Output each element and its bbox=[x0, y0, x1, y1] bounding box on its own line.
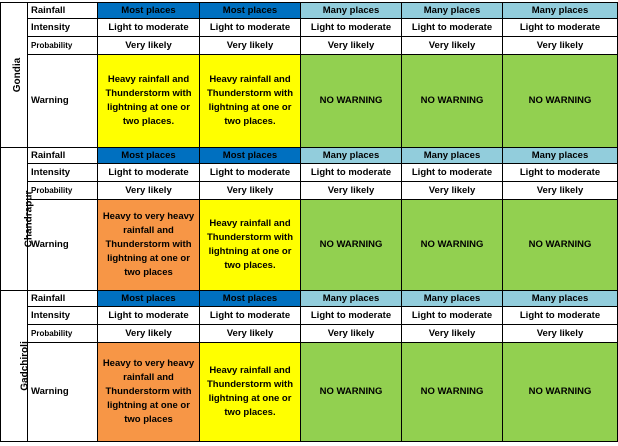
warning-cell: NO WARNING bbox=[301, 55, 402, 148]
rainfall-label: Rainfall bbox=[28, 291, 98, 307]
gondia-intensity-row bbox=[1, 19, 618, 37]
warning-cell: NO WARNING bbox=[301, 343, 402, 442]
warning-cell: NO WARNING bbox=[402, 55, 503, 148]
rainfall-cell: Many places bbox=[503, 3, 618, 19]
district-name: Chandrapur bbox=[23, 190, 35, 248]
intensity-label: Intensity bbox=[28, 19, 98, 37]
rainfall-cell: Many places bbox=[402, 3, 503, 19]
probability-cell: Very likely bbox=[200, 37, 301, 55]
warning-cell: NO WARNING bbox=[503, 200, 618, 291]
rainfall-cell: Many places bbox=[503, 291, 618, 307]
rainfall-cell: Many places bbox=[301, 3, 402, 19]
probability-label: Probability bbox=[28, 325, 98, 343]
intensity-cell: Light to moderate bbox=[200, 164, 301, 182]
gondia-warning-row bbox=[1, 55, 618, 148]
rainfall-cell: Many places bbox=[301, 148, 402, 164]
intensity-cell: Light to moderate bbox=[98, 19, 200, 37]
warning-label: Warning bbox=[28, 343, 98, 442]
warning-cell: Heavy to very heavy rainfall and Thunderstorm with lightning at one or two places bbox=[98, 200, 200, 291]
probability-cell: Very likely bbox=[98, 37, 200, 55]
rainfall-cell: Most places bbox=[98, 291, 200, 307]
probability-cell: Very likely bbox=[402, 325, 503, 343]
warning-cell: Heavy rainfall and Thunderstorm with lightning at one or two places. bbox=[98, 55, 200, 148]
gadchiroli-probability-row bbox=[1, 325, 618, 343]
gadchiroli-intensity-row bbox=[1, 307, 618, 325]
intensity-cell: Light to moderate bbox=[402, 307, 503, 325]
district-name-cell bbox=[1, 291, 31, 442]
warning-cell: NO WARNING bbox=[503, 343, 618, 442]
warning-cell: Heavy rainfall and Thunderstorm with lightning at one or two places. bbox=[200, 343, 301, 442]
rainfall-cell: Many places bbox=[503, 148, 618, 164]
intensity-label: Intensity bbox=[28, 307, 98, 325]
probability-cell: Very likely bbox=[200, 182, 301, 200]
probability-cell: Very likely bbox=[301, 37, 402, 55]
intensity-cell: Light to moderate bbox=[200, 19, 301, 37]
probability-cell: Very likely bbox=[503, 182, 618, 200]
probability-cell: Very likely bbox=[402, 37, 503, 55]
rainfall-cell: Many places bbox=[402, 148, 503, 164]
rainfall-cell: Most places bbox=[200, 148, 301, 164]
intensity-cell: Light to moderate bbox=[98, 164, 200, 182]
intensity-cell: Light to moderate bbox=[402, 164, 503, 182]
warning-label: Warning bbox=[28, 55, 98, 148]
probability-cell: Very likely bbox=[98, 325, 200, 343]
warning-label: Warning bbox=[28, 200, 98, 291]
intensity-cell: Light to moderate bbox=[503, 19, 618, 37]
chandrapur-probability-row bbox=[1, 182, 618, 200]
warning-cell: NO WARNING bbox=[402, 343, 503, 442]
probability-cell: Very likely bbox=[503, 325, 618, 343]
probability-label: Probability bbox=[28, 37, 98, 55]
probability-cell: Very likely bbox=[200, 325, 301, 343]
gadchiroli-warning-row bbox=[1, 343, 618, 442]
intensity-cell: Light to moderate bbox=[301, 307, 402, 325]
warning-cell: Heavy rainfall and Thunderstorm with lightning at one or two places. bbox=[200, 55, 301, 148]
rainfall-cell: Most places bbox=[200, 291, 301, 307]
rainfall-cell: Most places bbox=[98, 3, 200, 19]
probability-cell: Very likely bbox=[301, 325, 402, 343]
intensity-cell: Light to moderate bbox=[402, 19, 503, 37]
gondia-rainfall-row bbox=[1, 3, 618, 19]
rainfall-cell: Many places bbox=[402, 291, 503, 307]
district-name: Gondia bbox=[12, 57, 24, 93]
district-name-cell bbox=[1, 3, 28, 148]
district-name: Gadchiroli bbox=[19, 341, 31, 391]
warning-cell: Heavy rainfall and Thunderstorm with lightning at one or two places. bbox=[200, 200, 301, 291]
chandrapur-intensity-row bbox=[1, 164, 618, 182]
intensity-cell: Light to moderate bbox=[200, 307, 301, 325]
probability-cell: Very likely bbox=[98, 182, 200, 200]
district-forecast-table bbox=[0, 2, 618, 442]
gadchiroli-rainfall-row bbox=[1, 291, 618, 307]
rainfall-cell: Most places bbox=[98, 148, 200, 164]
chandrapur-warning-row bbox=[1, 200, 618, 291]
district-name-cell bbox=[1, 148, 35, 291]
intensity-cell: Light to moderate bbox=[503, 307, 618, 325]
gondia-probability-row bbox=[1, 37, 618, 55]
intensity-cell: Light to moderate bbox=[503, 164, 618, 182]
intensity-cell: Light to moderate bbox=[301, 164, 402, 182]
rainfall-cell: Many places bbox=[301, 291, 402, 307]
chandrapur-rainfall-row bbox=[1, 148, 618, 164]
probability-cell: Very likely bbox=[402, 182, 503, 200]
warning-cell: NO WARNING bbox=[503, 55, 618, 148]
intensity-cell: Light to moderate bbox=[98, 307, 200, 325]
intensity-cell: Light to moderate bbox=[301, 19, 402, 37]
rainfall-cell: Most places bbox=[200, 3, 301, 19]
intensity-label: Intensity bbox=[28, 164, 98, 182]
rainfall-label: Rainfall bbox=[28, 148, 98, 164]
warning-cell: NO WARNING bbox=[301, 200, 402, 291]
warning-cell: Heavy to very heavy rainfall and Thunderstorm with lightning at one or two places bbox=[98, 343, 200, 442]
probability-cell: Very likely bbox=[301, 182, 402, 200]
warning-cell: NO WARNING bbox=[402, 200, 503, 291]
rainfall-label: Rainfall bbox=[28, 3, 98, 19]
probability-label: Probability bbox=[28, 182, 98, 200]
probability-cell: Very likely bbox=[503, 37, 618, 55]
